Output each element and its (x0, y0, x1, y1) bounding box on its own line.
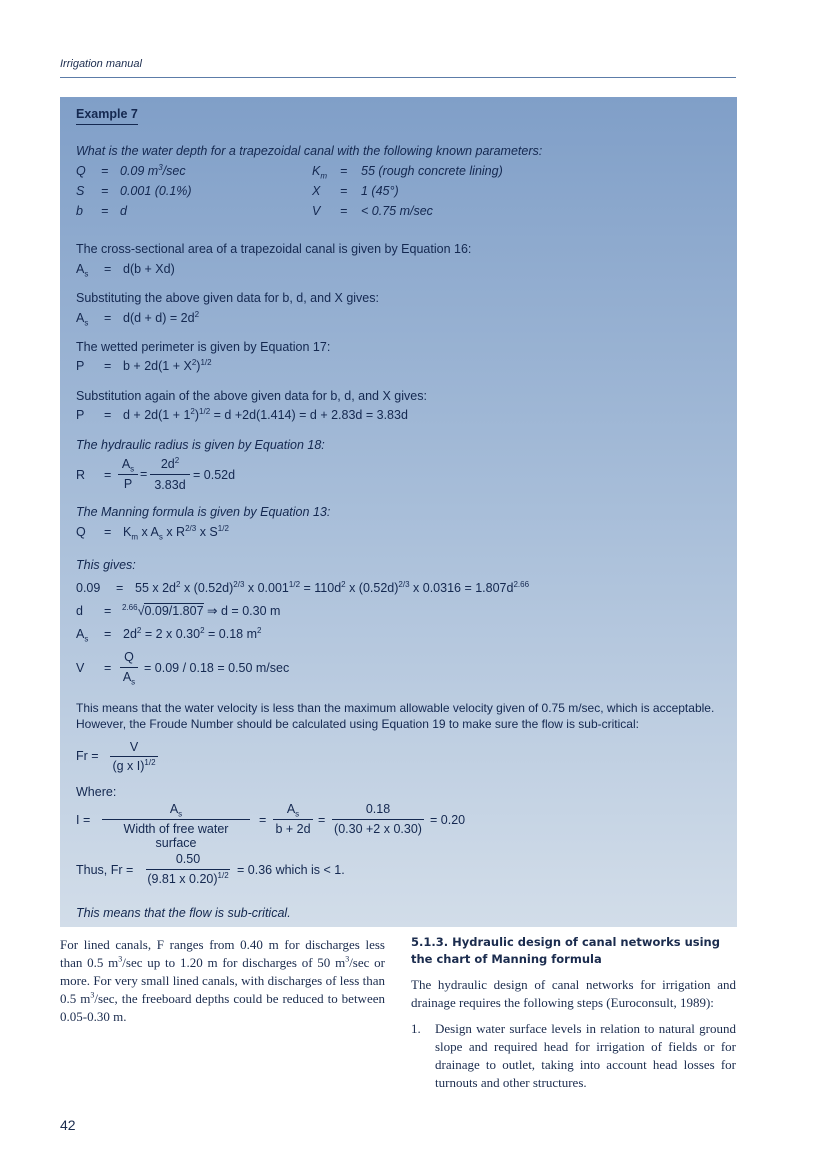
i-frac2-den: b + 2d (275, 822, 311, 836)
param-x: X = 1 (45°) (312, 184, 399, 198)
i-frac2-bar (273, 819, 313, 820)
froude-num: V (129, 740, 139, 754)
param-b: b = d (76, 204, 127, 218)
this-gives: This gives: (76, 558, 136, 572)
subst-intro: Substituting the above given data for b, d, and X gives: (76, 291, 379, 305)
calc-v-symbol: V = (76, 661, 112, 675)
radius-intro: The hydraulic radius is given by Equation 18: (76, 438, 325, 452)
radius-frac2-den: 3.83d (154, 478, 186, 492)
calc-v-num: Q (124, 650, 134, 664)
conclusion: This means that the flow is sub-critical. (76, 906, 291, 920)
example-box (60, 97, 737, 927)
example-title-underline (76, 124, 138, 125)
left-column-paragraph: For lined canals, F ranges from 0.40 m for discharges less than 0.5 $m^3/\sec$ up to 1.20 m for discharges of 50 $m^3/\sec$ or more. For very small lined canals, with discharges of less than 0.5 $m^3/\sec$, the freeboard depths could be reduced to between 0.05-0.30 m. (60, 937, 386, 1024)
calc-v-bar (120, 667, 138, 668)
froude-label: Fr = (76, 749, 99, 763)
i-frac3-den: (0.30 +2 x 0.30) (334, 822, 422, 836)
calc-v-den: $A_s$ (122, 670, 136, 687)
i-label: I = (76, 813, 91, 827)
list-item-number: 1. (411, 1021, 421, 1036)
header-rule (60, 77, 736, 78)
section-heading: 5.1.3. Hydraulic design of canal networks using the chart of Manning formula (411, 935, 720, 966)
i-frac3-num: 0.18 (365, 802, 391, 816)
calc-v-result: = 0.09 / 0.18 = 0.50 m/sec (144, 661, 290, 675)
i-frac2-num: $A_s$ (286, 802, 300, 819)
radius-frac2-num: $2d^2$ (160, 455, 180, 471)
froude-den: (g x I)$^{1/2}$ (112, 757, 156, 773)
i-frac1-den: Width of free water surface (123, 822, 229, 850)
param-q: Q = 0.09 $m^3/\sec$ (76, 162, 186, 178)
manning-equation: Q = $K_m$ x $A_s$ x $R^{2/3}$ x $S^{1/2}$ (76, 523, 229, 542)
perim-intro: The wetted perimeter is given by Equation 17: (76, 340, 331, 354)
radius-symbol: R = (76, 468, 112, 482)
param-s: S = 0.001 (0.1%) (76, 184, 192, 198)
velocity-text-1: This means that the water velocity is less than the maximum allowable velocity given of 0.75 m/sec, which is acceptable. (76, 701, 715, 715)
calc-d: d = $^{2.66}$√0.09/1.807 ⇒ d = 0.30 m (76, 602, 281, 618)
subst2-equation: P = $d + 2d(1 + 1^2)^{1/2} = d +2d(1.414) = d + 2.83d = 3.83d$ (76, 406, 408, 422)
i-eq3: = (318, 813, 326, 827)
radius-frac1-den: P (123, 477, 133, 491)
question-text: What is the water depth for a trapezoidal canal with the following known parameters: (76, 144, 543, 158)
area-intro: The cross-sectional area of a trapezoidal canal is given by Equation 16: (76, 242, 472, 256)
subst2-intro: Substitution again of the above given data for b, d, and X gives: (76, 389, 427, 403)
i-eq2: = (259, 813, 267, 827)
radius-frac1-num: $A_s$ (121, 457, 135, 474)
right-column-intro: The hydraulic design of canal networks for irrigation and drainage requires the following steps (Euroconsult, 1989): (411, 977, 736, 1010)
area-equation: $A_s$ = d(b + Xd) (76, 262, 175, 279)
thus-num: 0.50 (175, 852, 201, 866)
thus-label: Thus, Fr = (76, 863, 134, 877)
thus-result: = 0.36 which is < 1. (237, 863, 345, 877)
param-v: V = < 0.75 m/sec (312, 204, 433, 218)
froude-bar (110, 756, 158, 757)
radius-frac1-bar (118, 474, 138, 475)
thus-bar (146, 869, 230, 870)
manning-intro: The Manning formula is given by Equation 13: (76, 505, 331, 519)
i-frac1-num: $A_s$ (169, 802, 183, 819)
calc-as: $A_s$ = $2d^2 = 2$ x $0.30^2 = 0.18$ $m^2$ (76, 625, 262, 644)
calc-q: 0.09 = 55 x $2d^2$ x $(0.52d)^{2/3}$ x $0.001^{1/2} = 110d^2$ x $(0.52d)^{2/3}$ x $0.0316 = 1.807d^{2.66}$ (76, 579, 530, 595)
i-result: = 0.20 (430, 813, 466, 827)
list-item-text: Design water surface levels in relation to natural ground slope and required head for irrigation of fields or for drainage to outlet, taking into account head losses for turnouts and other structures. (435, 1021, 736, 1090)
i-frac3-bar (332, 819, 424, 820)
radius-frac2-bar (150, 474, 190, 475)
thus-den: (9.81 x 0.20)$^{1/2}$ (147, 870, 229, 886)
i-frac1-bar (102, 819, 250, 820)
page-number: 42 (60, 1117, 76, 1133)
param-km: $K_m$ = 55 (rough concrete lining) (312, 164, 503, 181)
radius-result: = 0.52d (193, 468, 236, 482)
running-header: Irrigation manual (60, 58, 142, 70)
perim-equation: P = $b + 2d(1 + X^2)^{1/2}$ (76, 357, 212, 373)
example-title: Example 7 (76, 107, 138, 121)
subst-equation: $A_s$ = $d(d + d) = 2d^2$ (76, 309, 200, 328)
velocity-text-2: However, the Froude Number should be calculated using Equation 19 to make sure the flow is sub-critical: (76, 717, 639, 731)
radius-eq2: = (140, 467, 148, 481)
where-label: Where: (76, 785, 117, 799)
